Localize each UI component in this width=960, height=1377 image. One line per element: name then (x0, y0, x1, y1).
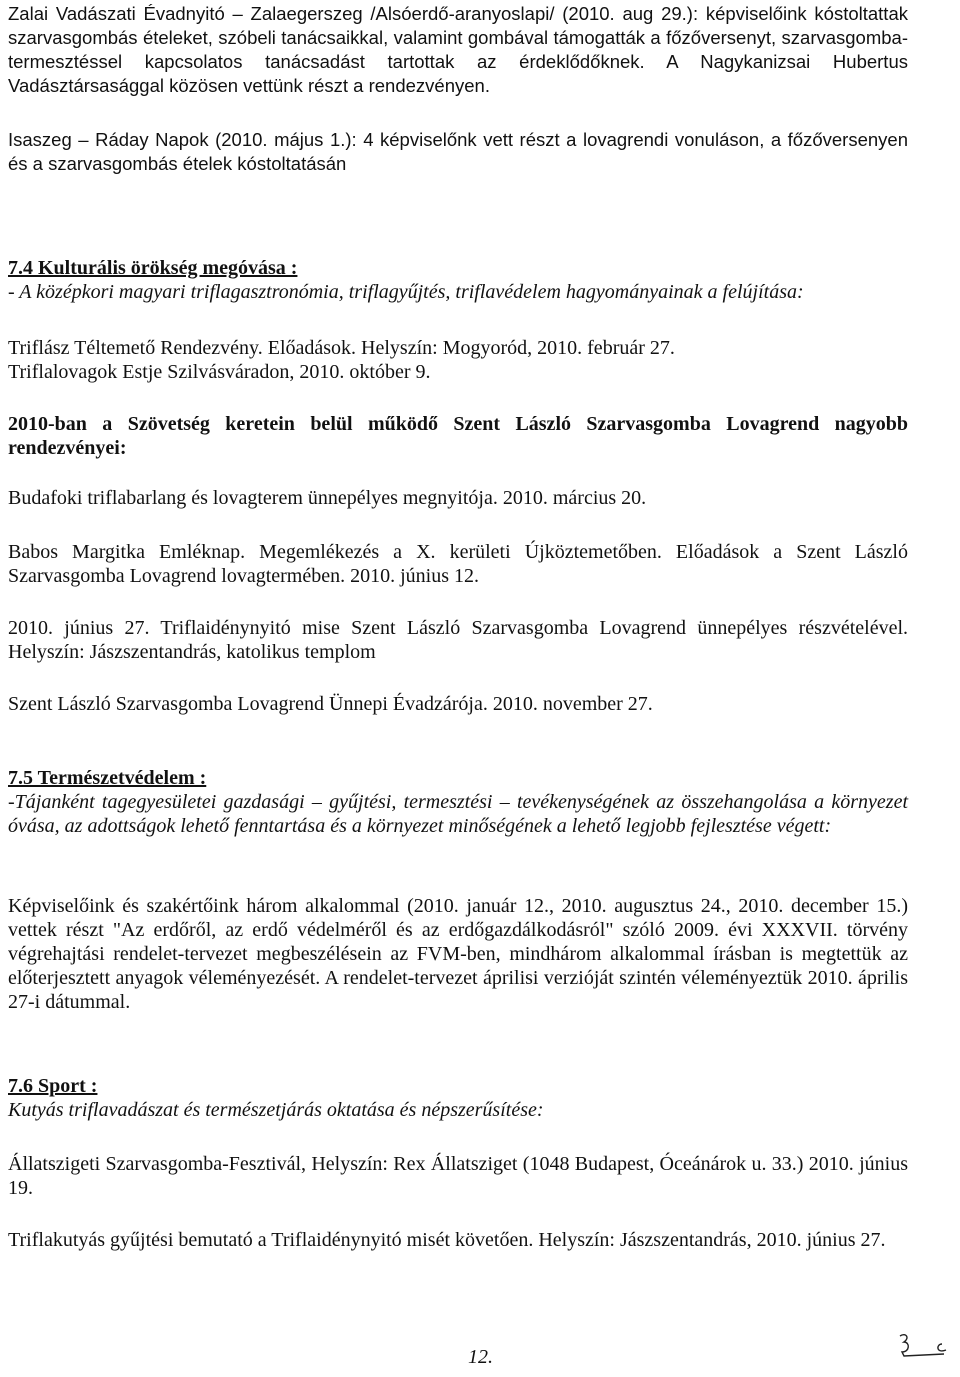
section-heading: 7.6 Sport : (8, 1075, 98, 1097)
event-paragraph: Triflakutyás gyűjtési bemutató a Triflaidénynyitó misét követően. Helyszín: Jászszentandrás, 2010. június 27. (8, 1229, 886, 1251)
event-1 (8, 486, 908, 510)
section-7-4-lines (8, 336, 908, 384)
section-heading: 7.4 Kulturális örökség megóvása : (8, 257, 298, 279)
event-paragraph: Budafoki triflabarlang és lovagterem ünnepélyes megnyitója. 2010. március 20. (8, 487, 647, 509)
intro-section (8, 2, 908, 98)
event-line: Triflász Téltemető Rendezvény. Előadások. Helyszín: Mogyoród, 2010. február 27. (8, 337, 675, 359)
intro-paragraph-isaszeg: Isaszeg – Ráday Napok (2010. május 1.): 4 képviselőnk vett részt a lovagrendi vonuláson, a főzőversenyen és a szarvasgombás ételek kóstoltatásán (8, 129, 908, 174)
section-heading: 7.5 Természetvédelem : (8, 767, 207, 789)
event-paragraph: Babos Margitka Emléknap. Megemlékezés a X. kerületi Újköztemetőben. Előadások a Szent László Szarvasgomba Lovagrend lovagtermében. 2010. június 12. (8, 541, 908, 587)
event-paragraph: 2010. június 27. Triflaidénynyitó mise Szent László Szarvasgomba Lovagrend ünnepélyes részvételével. Helyszín: Jászszentandrás, katolikus templom (8, 617, 908, 663)
event-3 (8, 616, 908, 664)
section-subtitle: - A középkori magyari triflagasztronómia, triflagyűjtés, triflavédelem hagyományainak a felújítása: (8, 281, 804, 303)
body-paragraph: Képviselőink és szakértőink három alkalommal (2010. január 12., 2010. augusztus 24., 2010. december 15.) vettek részt "Az erdőről, az erdő védelméről és az erdőgazdálkodásról" szóló 2009. évi XXXVII. törvény végrehajtási rendelet-tervezet megbeszélésein az FVM-ben, mindhárom alkalommal írásban is megtettük az előterjesztett anyagok véleményezését. A rendelet-tervezet áprilisi verzióját szintén véleményeztük 2010. április 27-i dátummal. (8, 895, 908, 1013)
sport-event-2 (8, 1228, 908, 1252)
bold-paragraph: 2010-ban a Szövetség keretein belül működő Szent László Szarvasgomba Lovagrend nagyobb rendezvényei: (8, 413, 908, 459)
intro-section-isaszeg (8, 128, 908, 176)
section-subtitle: Kutyás triflavadászat és természetjárás oktatása és népszerűsítése: (8, 1099, 544, 1121)
sport-event-1 (8, 1152, 908, 1200)
event-2 (8, 540, 908, 588)
section-subtitle: -Tájanként tagegyesületei gazdasági – gyűjtési, termesztési – tevékenységének az összehangolása a környezet óvása, az adottságok lehető fenntartása és a környezet minőségének a lehető legjobb fejlesztése végett: (8, 791, 908, 837)
event-paragraph: Szent László Szarvasgomba Lovagrend Ünnepi Évadzárója. 2010. november 27. (8, 693, 653, 715)
section-7-6 (8, 1074, 908, 1122)
event-4 (8, 692, 908, 716)
event-line: Triflalovagok Estje Szilvásváradon, 2010. október 9. (8, 361, 431, 383)
section-7-4 (8, 256, 908, 304)
page-number: 12. (468, 1346, 493, 1368)
section-7-4-bold (8, 412, 908, 460)
intro-paragraph-zala: Zalai Vadászati Évadnyitó – Zalaegerszeg /Alsóerdő-aranyoslapi/ (2010. aug 29.): képviselőink kóstoltattak szarvasgombás ételeket, szóbeli tanácsaikkal, valamint gombával támogatták a főzőversenyt, szarvasgomba-termesztéssel kapcsolatos tanácsadást tartottak az érdeklődőknek. A Nagykanizsai Hubertus Vadásztársasággal közösen vettünk részt a rendezvényen. (8, 3, 908, 96)
event-paragraph: Állatszigeti Szarvasgomba-Fesztivál, Helyszín: Rex Állatsziget (1048 Budapest, Óceánárok u. 33.) 2010. június 19. (8, 1153, 908, 1199)
section-7-5 (8, 766, 908, 838)
section-7-5-body (8, 894, 908, 1014)
signature-mark (896, 1330, 952, 1360)
